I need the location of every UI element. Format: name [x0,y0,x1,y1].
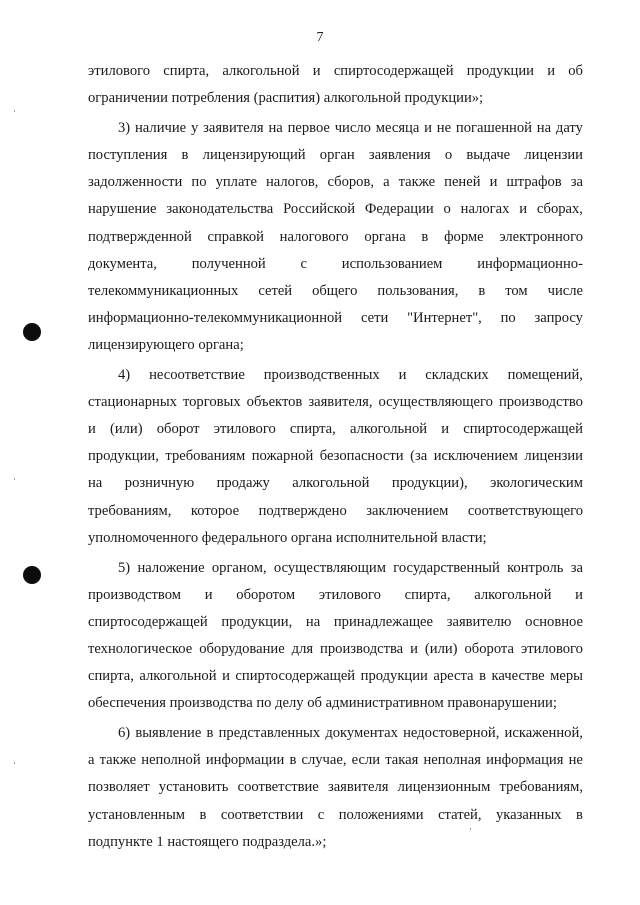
text-line: стационарных торговых объектов заявителя, осуществляющего производство [88,394,583,411]
text-line: подтвержденной справкой налогового органа в форме электронного [88,228,583,245]
text-line: продукции, требованиям пожарной безопасности (за исключением лицензии [88,448,583,465]
text-line: требованиям, которое подтверждено заключением соответствующего [88,502,583,519]
punch-hole [23,323,41,341]
text-line: 3) наличие у заявителя на первое число месяца и не погашенной на дату [118,120,583,137]
text-line: задолженности по уплате налогов, сборов, а также пеней и штрафов за [88,174,583,191]
page-number: 7 [316,30,324,45]
text-line: 5) наложение органом, осуществляющим государственный контроль за [118,559,583,576]
text-line: а также неполной информации в случае, если такая неполная информация не [88,752,583,769]
scan-speck [14,110,15,112]
text-line: позволяет установить соответствие заявителя лицензионным требованиям, [88,779,583,796]
text-line: установленным в соответствии с положениями статей, указанных в [88,806,583,823]
punch-hole [23,566,41,584]
text-line: этилового спирта, алкогольной и спиртосодержащей продукции и об [88,63,583,79]
text-line: документа, полученной с использованием информационно- [88,255,583,272]
text-line: производством и оборотом этилового спирта, алкогольной и [88,586,583,603]
text-line: нарушение законодательства Российской Федерации о налогах и сборах, [88,201,583,218]
text-line: подпункте 1 настоящего подраздела.»; [88,833,327,850]
text-line: телекоммуникационных сетей общего пользования, в том числе [88,282,583,299]
text-line: информационно-телекоммуникационной сети "Интернет", по запросу [88,309,583,326]
text-line: технологическое оборудование для производства и (или) оборота этилового [88,640,583,657]
text-line: обеспечения производства по делу об административном правонарушении; [88,695,557,712]
text-line: уполномоченного федерального органа исполнительной власти; [88,529,487,546]
text-line: лицензирующего органа; [88,336,244,353]
document-body [88,58,583,856]
text-line: спирта, алкогольной и спиртосодержащей продукции ареста в качестве меры [88,668,583,685]
text-line: спиртосодержащей продукции, на принадлежащее заявителю основное [88,613,583,630]
scan-speck [14,762,15,764]
text-line: на розничную продажу алкогольной продукции), экологическим [88,475,583,492]
text-line: 6) выявление в представленных документах недостоверной, искаженной, [118,725,583,742]
scan-speck [470,828,471,830]
text-line: ограничении потребления (распития) алкогольной продукции»; [88,90,484,107]
text-line: и (или) оборот этилового спирта, алкогольной и спиртосодержащей [88,421,583,438]
text-line: поступления в лицензирующий орган заявления о выдаче лицензии [88,147,583,164]
scan-speck [14,478,15,480]
text-line: 4) несоответствие производственных и складских помещений, [118,367,583,384]
